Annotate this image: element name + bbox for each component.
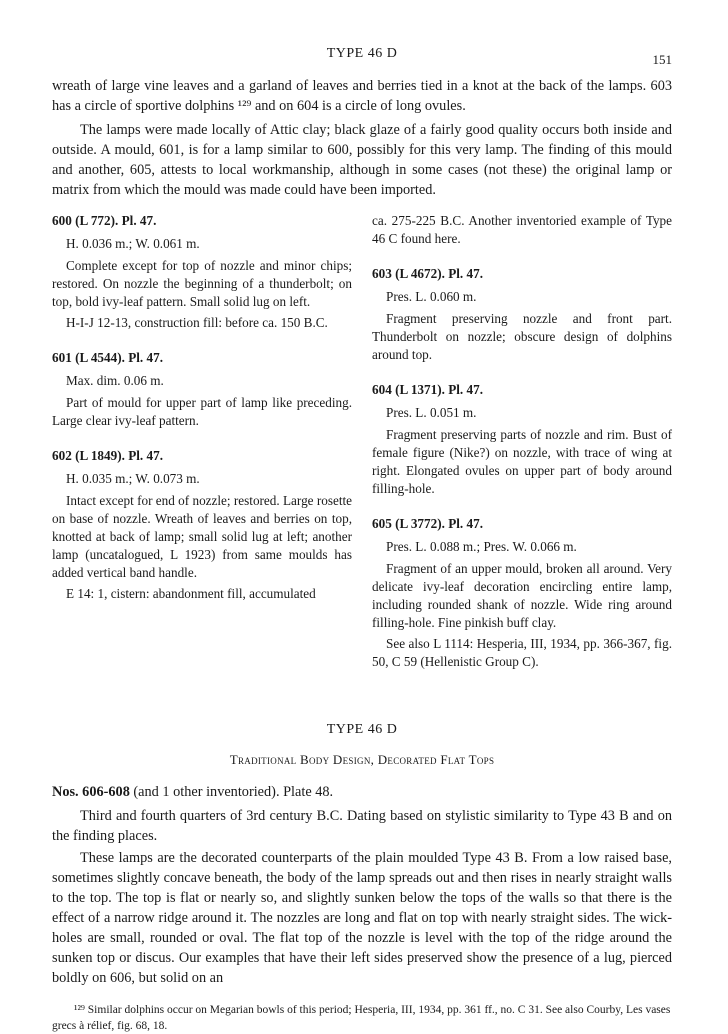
entry-dimensions: H. 0.036 m.; W. 0.061 m. <box>66 236 200 251</box>
entry-description: Part of mould for upper part of lamp like preceding. Large clear ivy-leaf pattern. <box>52 395 352 428</box>
entry-heading: 605 (L 3772). Pl. 47. <box>372 516 483 531</box>
catalogue-right-column <box>372 212 672 688</box>
footnote-129: ¹²⁹ Similar dolphins occur on Megarian bowls of this period; Hesperia, III, 1934, pp. 361 ff., no. C 31. See also Courby, Les vases grecs à rélief, fig. 68, 18. <box>52 1004 671 1032</box>
entry-context: E 14: 1, cistern: abandonment fill, accumulated <box>66 586 316 601</box>
entry-description: Intact except for end of nozzle; restored. Large rosette on base of nozzle. Wreath of leaves and berries on top, knotted at back of lamp; small solid lug at left; another lamp (uncatalogued, L 1923) from same moulds has added vertical band handle. <box>52 493 352 580</box>
entry-description: Fragment preserving parts of nozzle and rim. Bust of female figure (Nike?) on nozzle, with trace of wing at right. Elongated ovules on upper part of body around filling-hole. <box>372 427 672 496</box>
catalogue-left-column <box>52 212 352 688</box>
catalogue-continuation: ca. 275-225 B.C. Another inventoried example of Type 46 C found here. <box>372 213 672 246</box>
entry-heading: 604 (L 1371). Pl. 47. <box>372 382 483 397</box>
entry-dimensions: Max. dim. 0.06 m. <box>66 373 164 388</box>
page-number: 151 <box>652 52 672 67</box>
catalogue-entry-600 <box>52 212 352 332</box>
numbers-plate: (and 1 other inventoried). Plate 48. <box>129 784 334 800</box>
entry-dimensions: H. 0.035 m.; W. 0.073 m. <box>66 471 200 486</box>
description-paragraph: These lamps are the decorated counterparts of the plain moulded Type 43 B. From a low raised base, sometimes slightly concave beneath, the body of the lamp spreads out and then rises in nearly straight walls to the top. The top is flat or nearly so, and slightly sunken below the tops of the walls so that there is the effect of a narrow ridge around it. The nozzles are long and flat on top with nearly straight sides. The wick-holes are small, rounded or oval. The flat top of the nozzle is level with the top of the ridge around the sunken top or discus. Our examples that have their left sides preserved show the presence of a lug, pierced boldly on 606, but solid on an <box>52 850 672 986</box>
entry-heading: 601 (L 4544). Pl. 47. <box>52 350 163 365</box>
catalogue-entry-603 <box>372 265 672 364</box>
entry-context: H-I-J 12-13, construction fill: before ca. 150 B.C. <box>66 315 328 330</box>
catalogue-entry-605 <box>372 515 672 671</box>
entry-dimensions: Pres. L. 0.088 m.; Pres. W. 0.066 m. <box>386 539 577 554</box>
section-subtitle: Traditional Body Design, Decorated Flat Tops <box>229 752 495 767</box>
entry-context: See also L 1114: Hesperia, III, 1934, pp. 366-367, fig. 50, C 59 (Hellenistic Group C). <box>372 636 672 669</box>
entry-heading: 603 (L 4672). Pl. 47. <box>372 266 483 281</box>
numbers-range: Nos. 606-608 <box>52 784 130 800</box>
entry-description: Complete except for top of nozzle and minor chips; restored. On nozzle the beginning of a thunderbolt; on top, bold ivy-leaf pattern. Small solid lug on left. <box>52 258 352 309</box>
running-head <box>52 38 672 68</box>
entry-dimensions: Pres. L. 0.060 m. <box>386 289 477 304</box>
entry-heading: 600 (L 772). Pl. 47. <box>52 213 157 228</box>
running-title: TYPE 46 D <box>326 46 398 61</box>
numbers-line <box>52 782 672 802</box>
section-title: TYPE 46 D <box>326 722 398 737</box>
entry-heading: 602 (L 1849). Pl. 47. <box>52 448 163 463</box>
catalogue <box>52 212 672 688</box>
entry-dimensions: Pres. L. 0.051 m. <box>386 405 477 420</box>
intro-paragraph-1: wreath of large vine leaves and a garland of leaves and berries tied in a knot at the back of the lamps. 603 has a circle of sportive dolphins ¹²⁹ and on 604 is a circle of long ovules. <box>52 78 672 114</box>
catalogue-entry-604 <box>372 381 672 498</box>
intro-paragraph-2: The lamps were made locally of Attic clay; black glaze of a fairly good quality occurs both inside and outside. A mould, 601, is for a lamp similar to 600, possibly for this very lamp. The finding of this mould and another, 605, attests to local workmanship, although in some cases (not these) the original lamp or matrix from which the mould was made could have been imported. <box>52 122 672 198</box>
entry-description: Fragment of an upper mould, broken all around. Very delicate ivy-leaf decoration encircling entire lamp, including rounded shank of nozzle. Wide ring around filling-hole. Fine pinkish buff clay. <box>372 561 672 630</box>
entry-description: Fragment preserving nozzle and front part. Thunderbolt on nozzle; obscure design of dolphins around top. <box>372 311 672 362</box>
page <box>52 38 672 1034</box>
dating-paragraph: Third and fourth quarters of 3rd century B.C. Dating based on stylistic similarity to Type 43 B and on the finding places. <box>52 808 672 844</box>
catalogue-entry-602 <box>52 447 352 603</box>
catalogue-entry-601 <box>52 349 352 430</box>
